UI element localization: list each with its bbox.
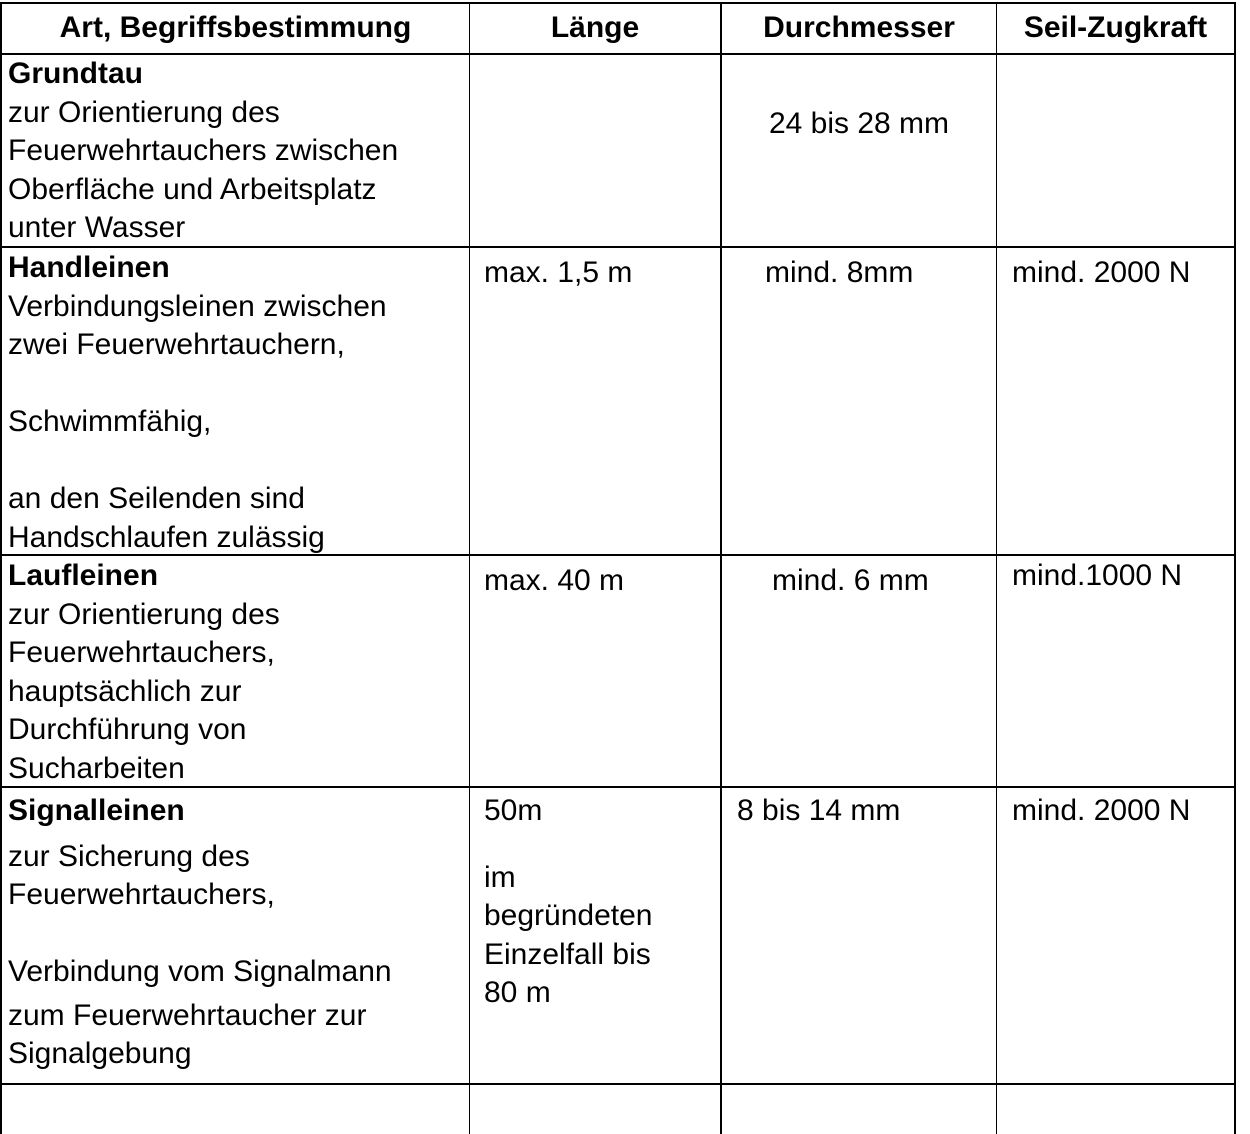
description-line: Schwimmfähig, bbox=[8, 405, 212, 438]
row-grundtau-diameter: 24 bis 28 mm bbox=[768, 107, 950, 140]
description-line: Feuerwehrtauchers zwischen bbox=[8, 134, 399, 167]
table-border-left bbox=[0, 2, 2, 1134]
description-line: Durchführung von bbox=[8, 713, 247, 746]
row-handleinen-length: max. 1,5 m bbox=[484, 256, 633, 289]
description-line: zur Sicherung des bbox=[8, 839, 250, 873]
length-line: 80 m bbox=[484, 976, 551, 1009]
header-diameter: Durchmesser bbox=[763, 11, 955, 44]
description-line: Verbindungsleinen zwischen bbox=[8, 289, 387, 323]
description-line: zwei Feuerwehrtauchern, bbox=[8, 328, 345, 361]
description-line: zum Feuerwehrtaucher zur bbox=[8, 998, 367, 1032]
header-force: Seil-Zugkraft bbox=[1023, 11, 1208, 44]
header-length: Länge bbox=[550, 11, 640, 44]
length-line: begründeten bbox=[484, 899, 653, 932]
row-divider bbox=[0, 1083, 1236, 1085]
description-line: Handschlaufen zulässig bbox=[8, 520, 325, 554]
description-line: zur Orientierung des bbox=[8, 95, 280, 129]
description-line: zur Orientierung des bbox=[8, 597, 280, 631]
row-handleinen-force: mind. 2000 N bbox=[1012, 256, 1191, 289]
description-line: hauptsächlich zur bbox=[8, 674, 242, 708]
description-line: unter Wasser bbox=[8, 211, 186, 244]
length-line: im bbox=[484, 860, 516, 894]
row-signalleinen-description bbox=[8, 792, 392, 1074]
row-grundtau-description bbox=[8, 55, 398, 248]
row-laufleinen-description bbox=[8, 557, 280, 788]
row-laufleinen-length: max. 40 m bbox=[484, 564, 625, 597]
row-laufleinen-force: mind.1000 N bbox=[1012, 559, 1183, 592]
column-divider bbox=[996, 2, 997, 1134]
description-line: Sucharbeiten bbox=[8, 751, 185, 785]
row-signalleinen-diameter: 8 bis 14 mm bbox=[737, 794, 901, 827]
length-line: Einzelfall bis bbox=[484, 937, 651, 971]
description-line: Feuerwehrtauchers, bbox=[8, 636, 275, 669]
row-name: Signalleinen bbox=[8, 794, 185, 827]
row-signalleinen-force: mind. 2000 N bbox=[1012, 794, 1191, 827]
row-handleinen-diameter: mind. 8mm bbox=[765, 256, 914, 289]
table-border-top bbox=[0, 2, 1236, 4]
row-name: Grundtau bbox=[8, 57, 143, 90]
header-type: Art, Begriffsbestimmung bbox=[59, 11, 412, 44]
description-line: Oberfläche und Arbeitsplatz bbox=[8, 172, 377, 206]
table-border-right bbox=[1234, 2, 1236, 1134]
row-name: Laufleinen bbox=[8, 559, 159, 592]
row-handleinen-description bbox=[8, 249, 387, 557]
description-line: an den Seilenden sind bbox=[8, 482, 305, 515]
column-divider bbox=[720, 2, 722, 1134]
description-line: Feuerwehrtauchers, bbox=[8, 878, 275, 911]
column-divider bbox=[469, 2, 470, 1134]
row-laufleinen-diameter: mind. 6 mm bbox=[772, 564, 929, 597]
description-line: Verbindung vom Signalmann bbox=[8, 955, 392, 988]
row-signalleinen-length bbox=[484, 792, 653, 1013]
description-line: Signalgebung bbox=[8, 1037, 192, 1070]
row-name: Handleinen bbox=[8, 251, 170, 284]
length-line: 50m bbox=[484, 794, 543, 827]
